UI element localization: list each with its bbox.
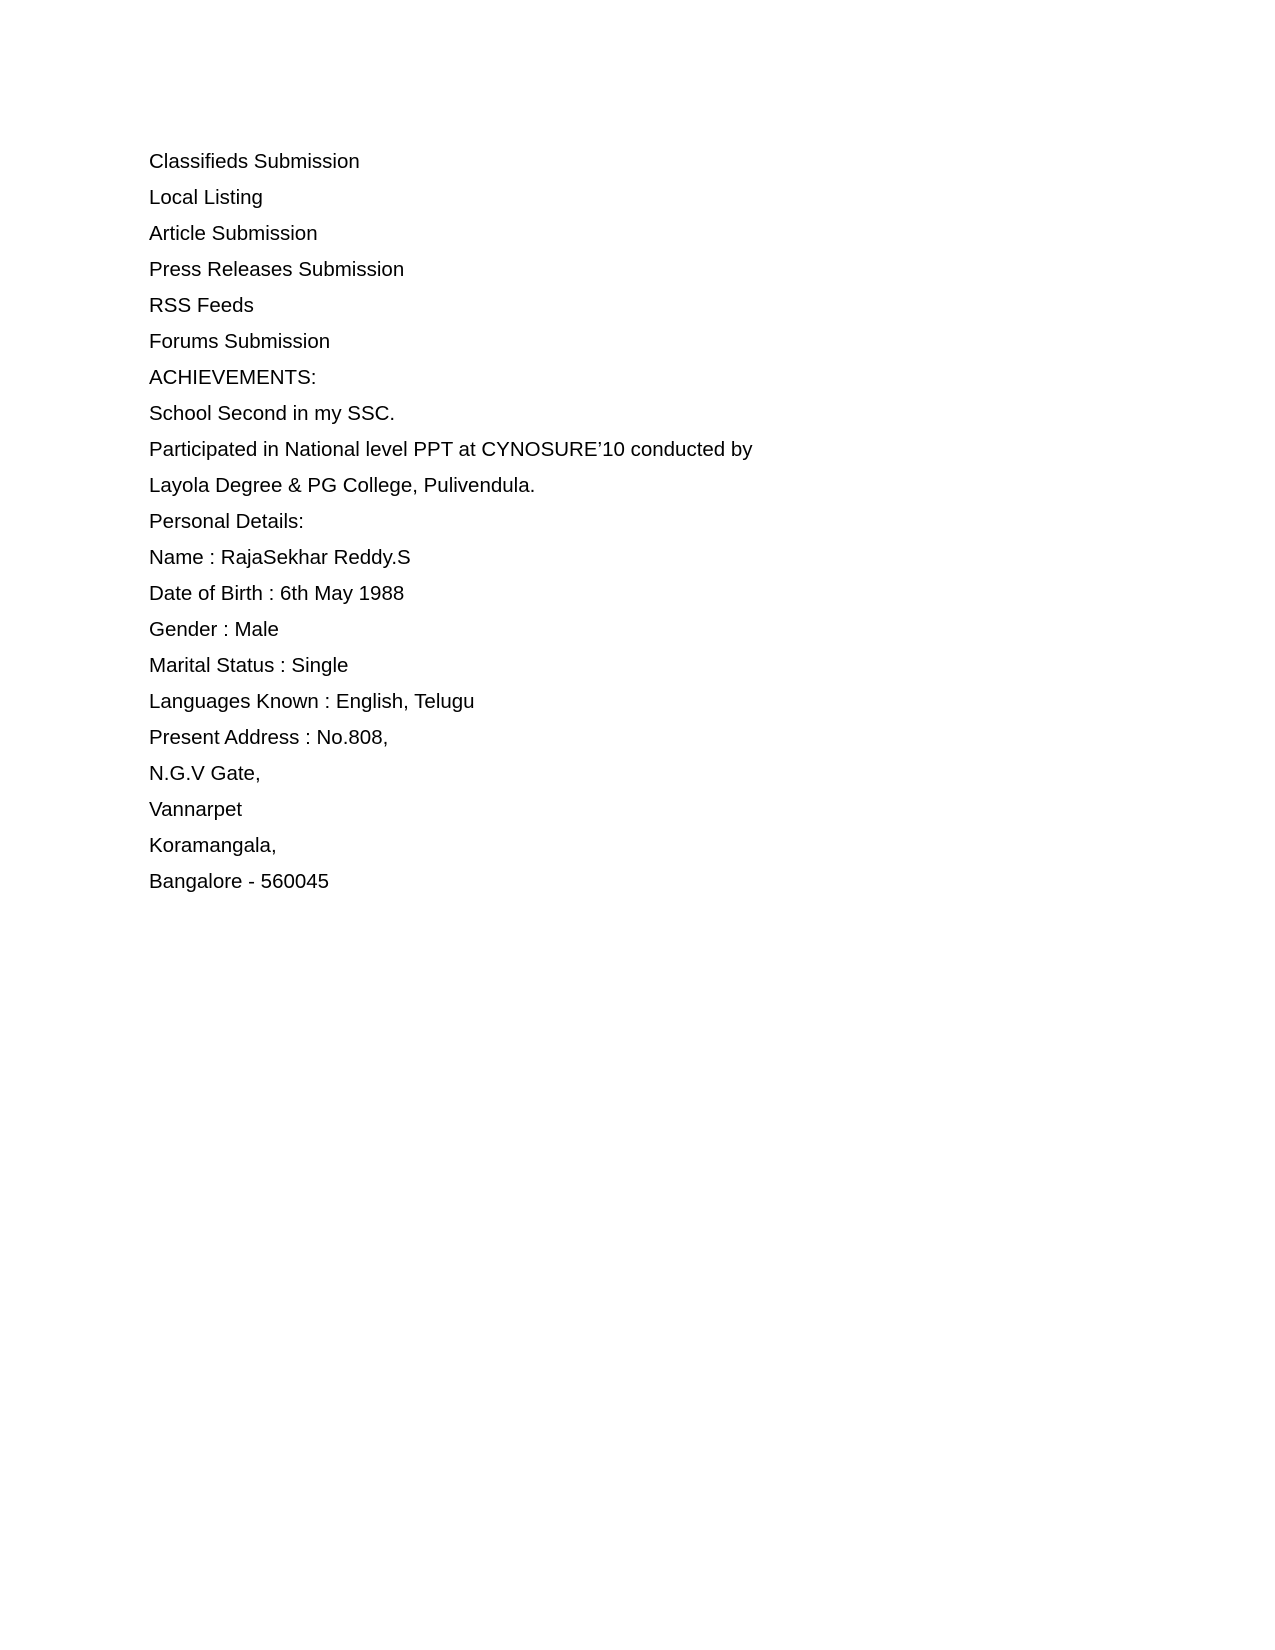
list-item-local-listing: Local Listing: [149, 186, 263, 209]
personal-details-heading: Personal Details:: [149, 510, 304, 533]
list-item-article-submission: Article Submission: [149, 222, 318, 245]
achievements-heading: ACHIEVEMENTS:: [149, 366, 317, 389]
personal-detail-name: Name : RajaSekhar Reddy.S: [149, 546, 411, 569]
list-item-classifieds-submission: Classifieds Submission: [149, 150, 360, 173]
achievement-item: Participated in National level PPT at CYNOSURE’10 conducted by: [149, 438, 753, 461]
personal-detail-date-of-birth: Date of Birth : 6th May 1988: [149, 582, 405, 605]
achievement-item-continued: Layola Degree & PG College, Pulivendula.: [149, 474, 536, 497]
document-body: [149, 144, 1149, 900]
achievement-item: School Second in my SSC.: [149, 402, 396, 425]
address-line: Vannarpet: [149, 798, 243, 821]
list-item-rss-feeds: RSS Feeds: [149, 294, 254, 317]
personal-detail-gender: Gender : Male: [149, 618, 279, 641]
list-item-forums-submission: Forums Submission: [149, 330, 331, 353]
address-line: Bangalore - 560045: [149, 870, 330, 893]
personal-detail-marital-status: Marital Status : Single: [149, 654, 349, 677]
personal-detail-languages: Languages Known : English, Telugu: [149, 690, 475, 713]
address-line: Koramangala,: [149, 834, 277, 857]
list-item-press-releases-submission: Press Releases Submission: [149, 258, 405, 281]
personal-detail-present-address: Present Address : No.808,: [149, 726, 389, 749]
address-line: N.G.V Gate,: [149, 762, 261, 785]
